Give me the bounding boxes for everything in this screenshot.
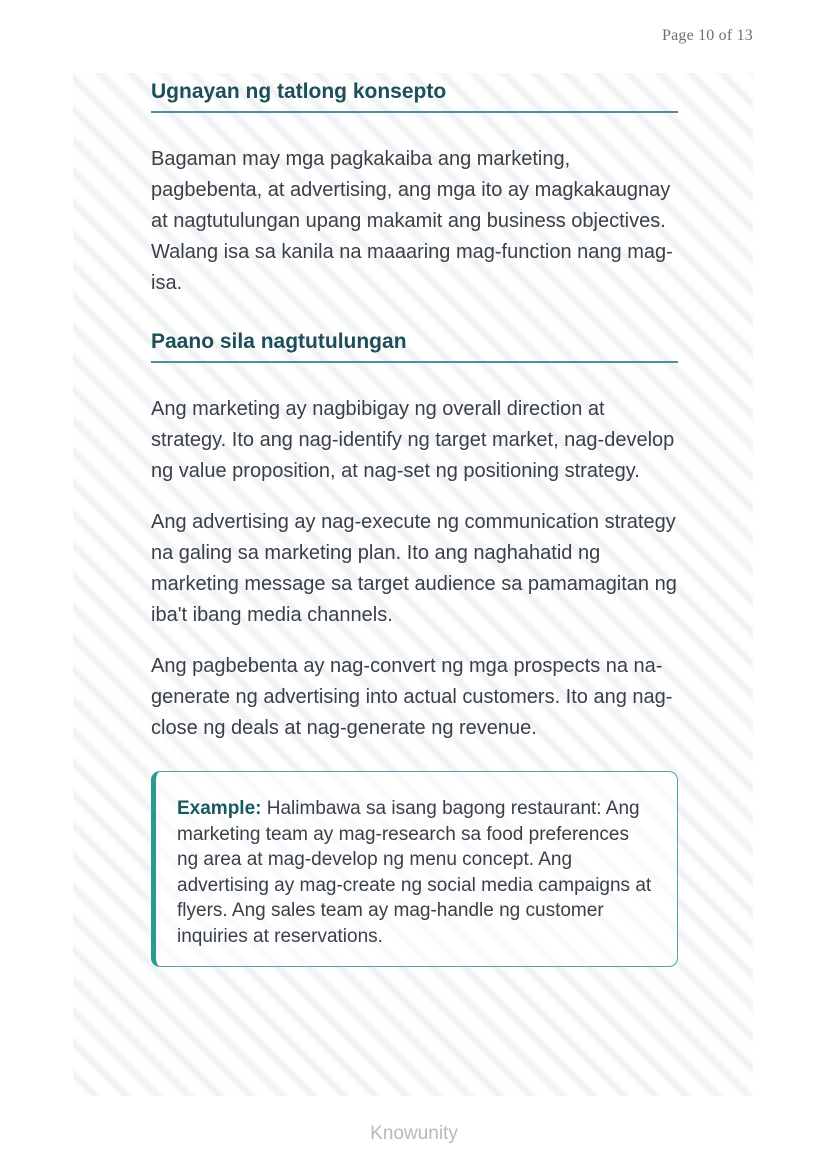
section-heading-paano: Paano sila nagtutulungan: [151, 328, 678, 363]
example-text: Halimbawa sa isang bagong restaurant: Ang marketing team ay mag-research sa food preferences ng area at mag-develop ng menu concept. Ang advertising ay mag-create ng social media campaigns at flyers. Ang sales team ay mag-handle ng customer inquiries at reservations.: [177, 798, 652, 947]
paragraph-marketing: Ang marketing ay nagbibigay ng overall direction at strategy. Ito ang nag-identify ng target market, nag-develop ng value proposition, at nag-set ng positioning strategy.: [151, 398, 675, 482]
paragraph-advertising: Ang advertising ay nag-execute ng communication strategy na galing sa marketing plan. Ito ang naghahatid ng marketing message sa target audience sa pamamagitan ng iba't ibang media channels.: [151, 511, 677, 626]
page-indicator: Page 10 of 13: [661, 27, 753, 44]
paragraph-intro: Bagaman may mga pagkakaiba ang marketing, pagbebenta, at advertising, ang mga ito ay magkakaugnay at nagtutulungan upang makamit ang business objectives. Walang isa sa kanila na maaaring mag-function nang mag-isa.: [151, 148, 673, 294]
example-label: Example:: [177, 798, 262, 819]
content-panel: [73, 73, 753, 1096]
example-callout: [151, 771, 678, 967]
paragraph-pagbebenta: Ang pagbebenta ay nag-convert ng mga prospects na na-generate ng advertising into actual customers. Ito ang nag-close ng deals at nag-generate ng revenue.: [151, 655, 673, 739]
footer-brand: Knowunity: [370, 1123, 458, 1144]
section-heading-ugnayan: Ugnayan ng tatlong konsepto: [151, 78, 678, 113]
